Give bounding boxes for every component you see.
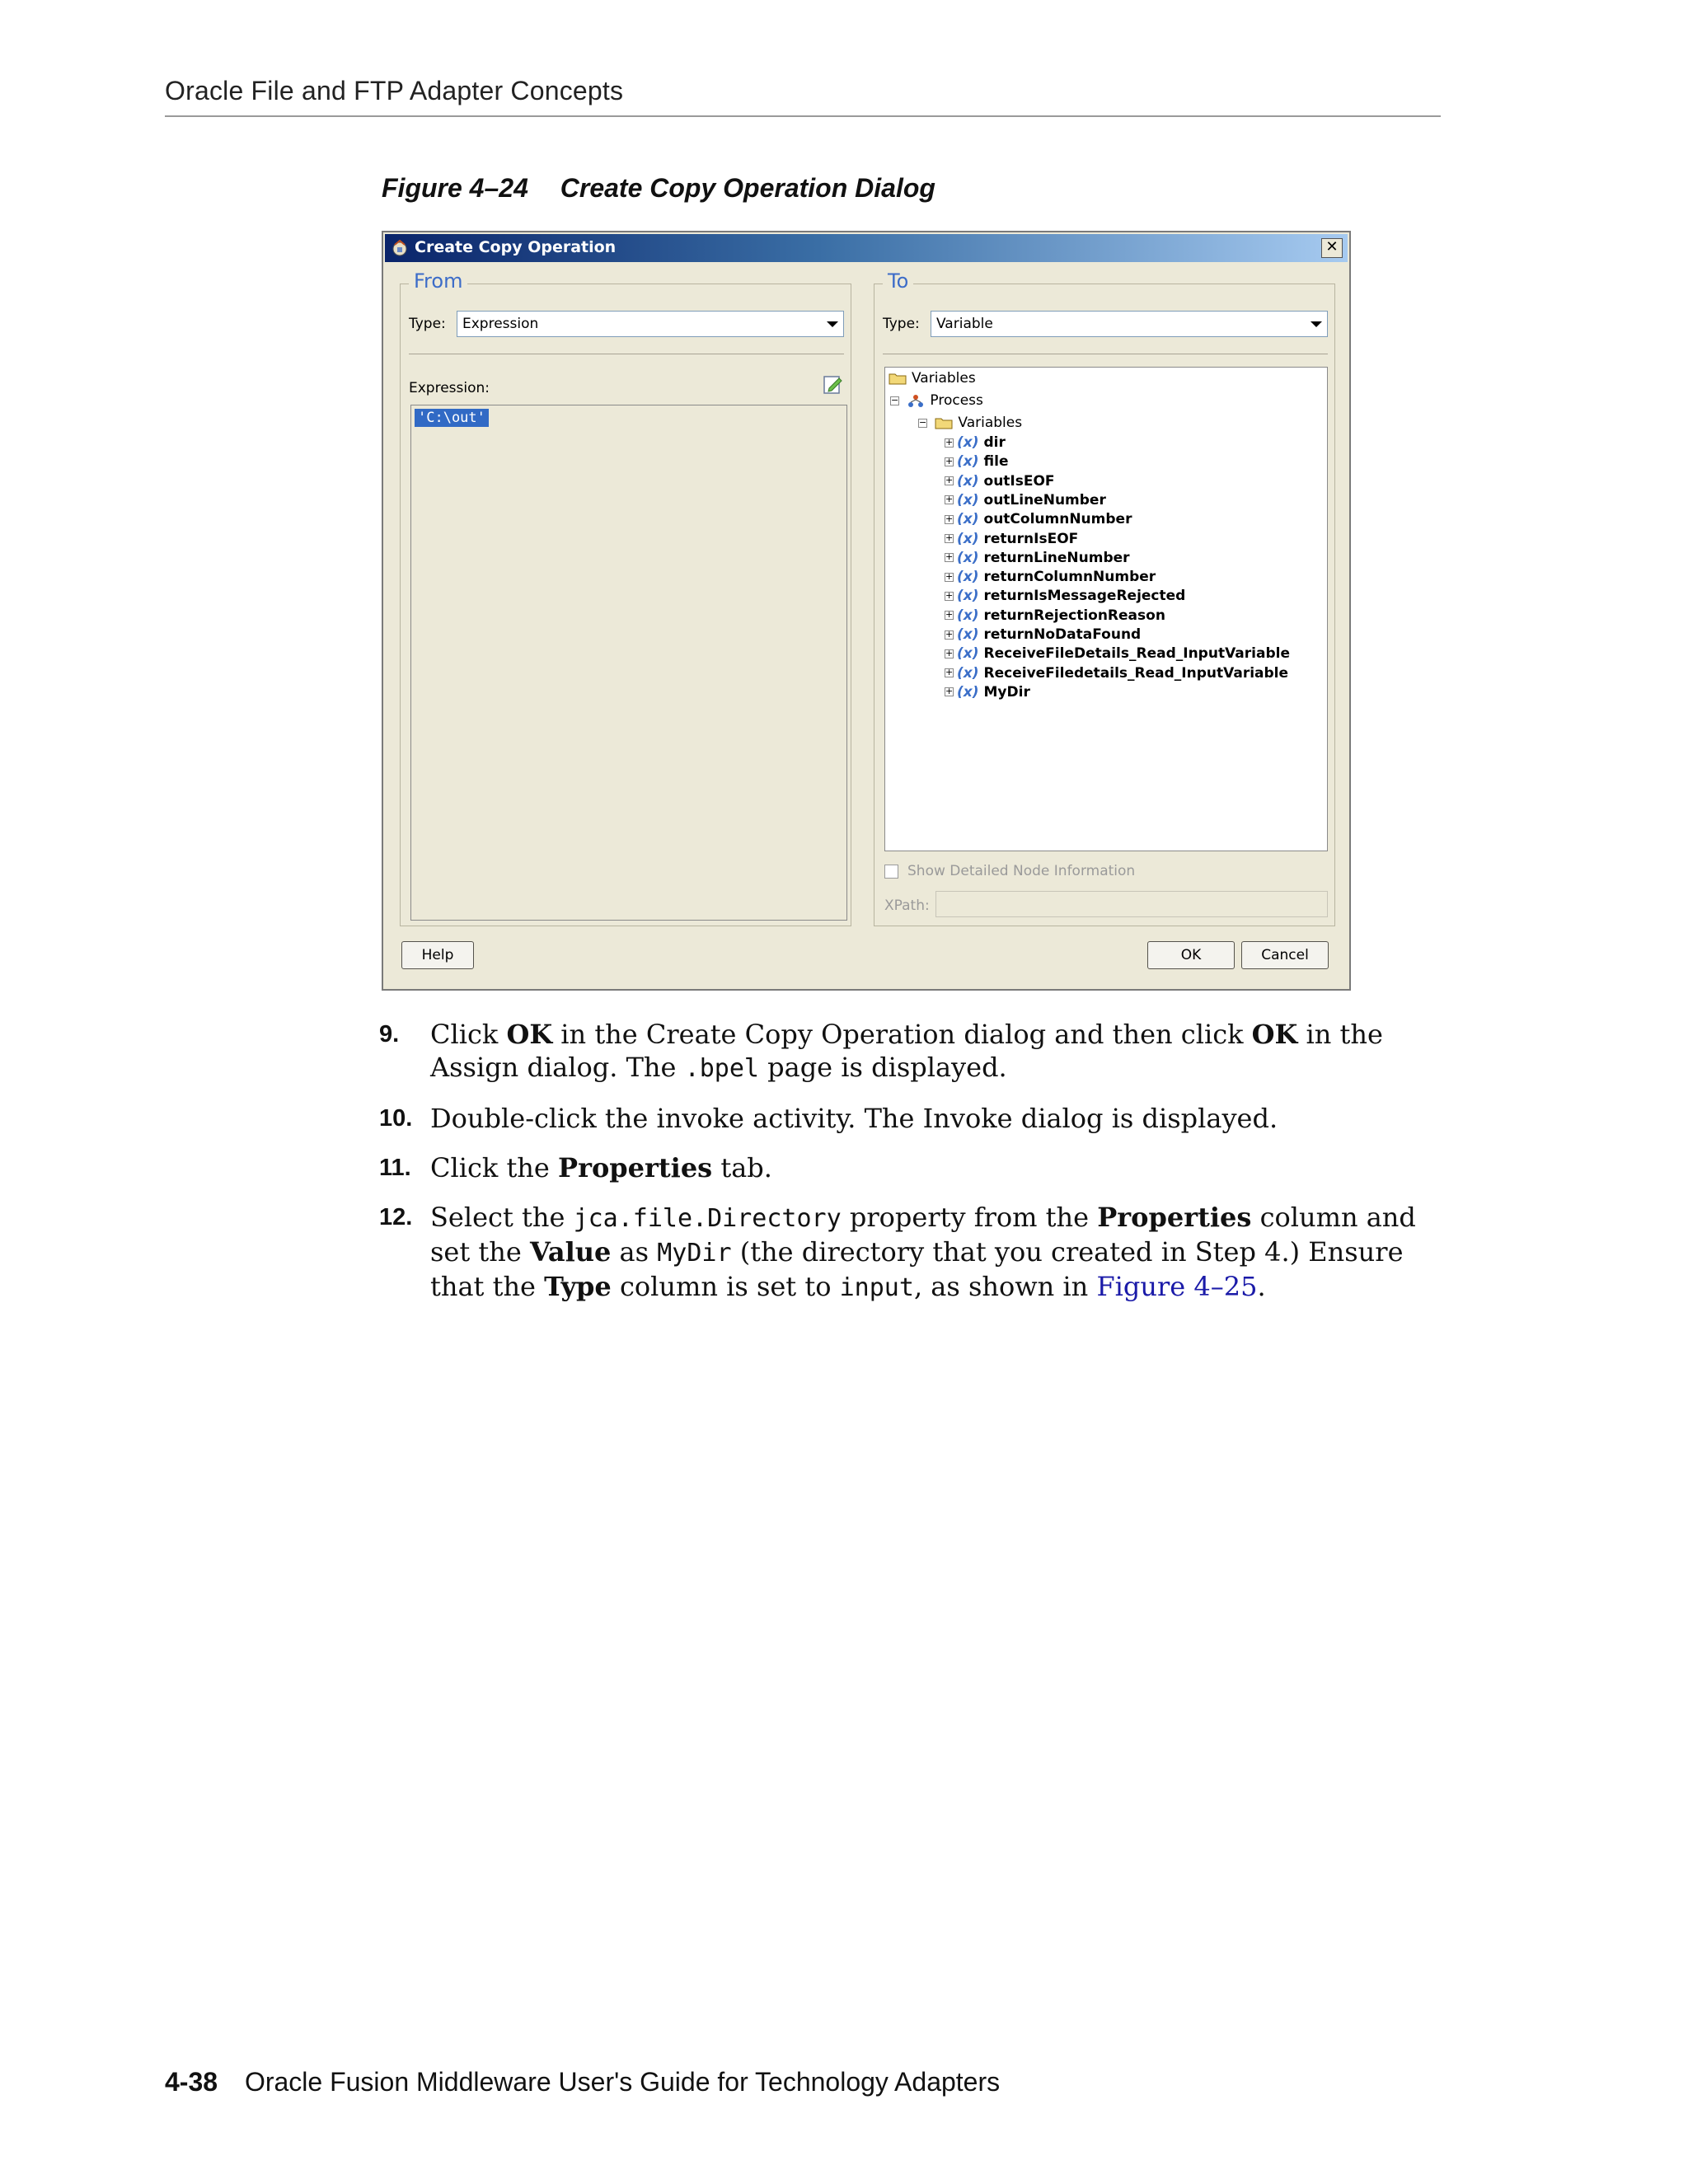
from-group (400, 269, 851, 926)
tree-process[interactable] (890, 391, 983, 410)
expand-icon[interactable]: + (945, 628, 954, 640)
expand-icon[interactable]: + (945, 667, 954, 678)
step-text: Click (430, 1019, 507, 1050)
step-12 (379, 1201, 1442, 1305)
step-text: in the Create Copy Operation dialog and then click (552, 1019, 1252, 1050)
to-type-value: Variable (936, 316, 993, 332)
variable-name: returnRejectionReason (983, 607, 1165, 624)
expand-icon[interactable]: + (945, 455, 954, 466)
footer-title: Oracle Fusion Middleware User's Guide for Technology Adapters (244, 2067, 1001, 2097)
create-copy-operation-dialog (382, 231, 1351, 991)
step-text: as (611, 1236, 658, 1268)
ok-button[interactable]: OK (1147, 941, 1235, 969)
tree-variable-item[interactable] (945, 568, 1156, 586)
expand-icon[interactable]: + (945, 436, 954, 448)
tree-variable-item[interactable] (945, 683, 1030, 701)
app-icon (390, 238, 410, 258)
tree-variables[interactable] (918, 414, 1022, 432)
folder-icon (935, 416, 953, 429)
variable-icon: (x) (957, 511, 979, 528)
tree-root-label: Variables (912, 370, 976, 387)
xpath-input[interactable] (935, 891, 1328, 917)
variable-icon: (x) (957, 607, 979, 624)
step-text: column and set the (430, 1202, 1416, 1268)
step-text: Double-click the invoke activity. The Invoke dialog is displayed. (430, 1103, 1278, 1134)
variable-icon: (x) (957, 569, 979, 586)
chevron-down-icon (1311, 321, 1322, 327)
expand-icon[interactable]: + (945, 475, 954, 486)
variable-icon: (x) (957, 530, 979, 547)
step-11 (379, 1151, 1442, 1184)
step-code: .bpel (684, 1054, 759, 1083)
step-number: 11. (379, 1155, 411, 1181)
to-legend: To (883, 269, 913, 293)
tree-variable-item[interactable] (945, 434, 1006, 452)
step-number: 12. (379, 1204, 413, 1230)
tree-variable-item[interactable] (945, 549, 1130, 567)
variable-icon: (x) (957, 472, 979, 490)
expand-icon[interactable]: + (945, 686, 954, 697)
expand-icon[interactable]: + (945, 494, 954, 505)
show-detailed-checkbox[interactable] (884, 865, 898, 879)
help-button[interactable]: Help (401, 941, 474, 969)
variable-name: returnNoDataFound (983, 626, 1142, 643)
edit-expression-icon[interactable] (823, 373, 844, 395)
tree-root[interactable] (889, 369, 976, 387)
process-icon (907, 394, 925, 407)
page-footer (165, 2067, 1000, 2097)
step-text: in the Assign dialog. The (430, 1019, 1383, 1083)
expand-icon[interactable]: + (945, 551, 954, 563)
step-text: Click the (430, 1152, 559, 1183)
chevron-down-icon (827, 321, 838, 327)
step-text: Select the (430, 1202, 574, 1233)
expand-icon[interactable]: + (945, 609, 954, 621)
expression-value: 'C:\out' (415, 409, 489, 427)
expression-label: Expression: (409, 380, 490, 396)
variable-icon: (x) (957, 588, 979, 605)
collapse-icon[interactable]: − (891, 394, 899, 405)
variable-icon: (x) (957, 549, 979, 566)
tree-variable-item[interactable] (945, 491, 1106, 509)
step-text: tab. (712, 1152, 772, 1183)
expand-icon[interactable]: + (945, 570, 954, 582)
expand-icon[interactable]: + (945, 589, 954, 601)
figure-caption (382, 173, 935, 204)
tree-variable-item[interactable] (945, 472, 1055, 490)
expand-icon[interactable]: + (945, 647, 954, 658)
variable-icon: (x) (957, 491, 979, 509)
tree-variable-item[interactable] (945, 530, 1078, 548)
tree-variable-item[interactable] (945, 587, 1185, 605)
tree-variable-item[interactable] (945, 607, 1165, 625)
close-button[interactable] (1321, 238, 1343, 258)
show-detailed-label: Show Detailed Node Information (907, 863, 1136, 879)
from-type-value: Expression (462, 316, 539, 332)
header-rule (165, 115, 1441, 117)
xpath-label: XPath: (884, 898, 930, 914)
step-number: 9. (379, 1021, 400, 1047)
variable-name: ReceiveFileDetails_Read_InputVariable (983, 645, 1290, 663)
step-bold: Properties (558, 1152, 713, 1183)
expand-icon[interactable]: + (945, 513, 954, 524)
step-text: property from the (841, 1202, 1098, 1233)
variable-icon: (x) (957, 434, 979, 451)
tree-variable-item[interactable] (945, 644, 1290, 663)
to-group (874, 269, 1335, 926)
tree-variable-item[interactable] (945, 510, 1132, 528)
variable-name: returnIsMessageRejected (983, 588, 1186, 605)
to-type-select[interactable] (931, 311, 1328, 337)
expand-icon[interactable]: + (945, 532, 954, 543)
step-text: , as shown in (913, 1271, 1097, 1302)
tree-process-label: Process (930, 392, 983, 409)
figure-link[interactable]: Figure 4–25 (1096, 1271, 1258, 1302)
step-10 (379, 1102, 1442, 1135)
cancel-button[interactable]: Cancel (1241, 941, 1329, 969)
step-text: (the directory that you created in Step 4.) Ensure that the (430, 1236, 1404, 1302)
variable-name: returnLineNumber (983, 549, 1130, 566)
step-text: page is displayed. (758, 1052, 1007, 1083)
figure-number: Figure 4–24 (382, 173, 528, 203)
variable-name: outColumnNumber (983, 511, 1132, 528)
step-code: input (839, 1273, 914, 1302)
variable-name: returnIsEOF (983, 530, 1079, 547)
tree-variable-item[interactable] (945, 626, 1141, 644)
variable-icon: (x) (957, 453, 979, 471)
page-number: 4-38 (165, 2067, 218, 2097)
step-bold: Type (544, 1271, 612, 1302)
step-bold: Value (529, 1236, 612, 1268)
folder-icon (889, 372, 907, 385)
expression-textarea[interactable] (410, 405, 847, 921)
variable-icon: (x) (957, 626, 979, 643)
dialog-titlebar[interactable] (385, 234, 1348, 262)
step-text: . (1257, 1271, 1266, 1302)
step-text: column is set to (611, 1271, 840, 1302)
variable-icon: (x) (957, 683, 979, 701)
running-header: Oracle File and FTP Adapter Concepts (165, 76, 624, 105)
step-number: 10. (379, 1105, 413, 1132)
dialog-title: Create Copy Operation (415, 238, 617, 256)
to-type-label: Type: (883, 316, 920, 332)
variable-name: returnColumnNumber (983, 569, 1156, 586)
collapse-icon[interactable]: − (919, 416, 927, 428)
variable-name: ReceiveFiledetails_Read_InputVariable (983, 664, 1289, 682)
close-icon: ✕ (1325, 238, 1339, 255)
variable-name: dir (983, 434, 1006, 451)
variable-name: MyDir (983, 683, 1030, 701)
step-code: MyDir (657, 1239, 732, 1268)
step-list (379, 1018, 1442, 1321)
tree-variable-item[interactable] (945, 452, 1008, 471)
variable-icon: (x) (957, 664, 979, 682)
variable-name: file (983, 453, 1009, 471)
from-type-label: Type: (409, 316, 446, 332)
variable-icon: (x) (957, 645, 979, 663)
variable-name: outLineNumber (983, 491, 1106, 509)
step-bold: Properties (1097, 1202, 1252, 1233)
figure-title: Create Copy Operation Dialog (560, 173, 935, 203)
tree-variables-label: Variables (958, 415, 1023, 431)
from-legend: From (409, 269, 467, 293)
from-type-select[interactable] (457, 311, 844, 337)
step-9 (379, 1018, 1442, 1085)
step-bold: OK (1251, 1019, 1298, 1050)
variable-tree[interactable] (884, 367, 1328, 851)
variable-name: outIsEOF (983, 472, 1055, 490)
step-code: jca.file.Directory (573, 1204, 842, 1233)
step-bold: OK (506, 1019, 553, 1050)
tree-variable-item[interactable] (945, 664, 1288, 682)
